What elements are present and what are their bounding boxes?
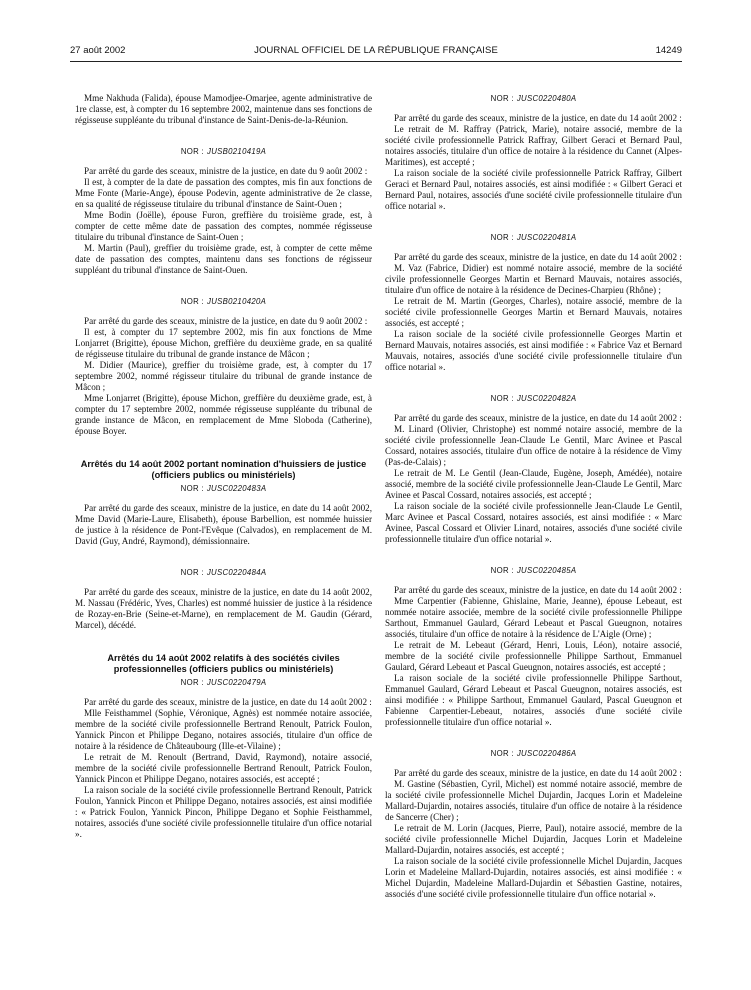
page-number: 14249: [655, 45, 682, 56]
paragraph: M. Martin (Paul), greffier du troisième grade, est, à compter de cette même date de passation des comptes, maintenu dans ses fonctions de régisseur suppléant du tribunal d'instance de Saint-Ouen.: [75, 243, 372, 275]
paragraph: Mme Bodin (Joëlle), épouse Furon, greffière du troisième grade, est, à compter de cette même date de passation des comptes, nommée régisseuse titulaire du tribunal d'instance de Saint-Ouen ;: [75, 210, 372, 242]
section-heading: Arrêtés du 14 août 2002 relatifs à des sociétés civiles professionnelles (officiers publics ou ministériels): [107, 653, 340, 674]
paragraph: Par arrêté du garde des sceaux, ministre de la justice, en date du 14 août 2002 :: [394, 413, 682, 423]
decree-section: [75, 567, 372, 631]
paragraph: Il est, à compter de la date de passation des comptes, mis fin aux fonctions de Mme Fonte (Marie-Ange), épouse Podevin, agente administrative de 2e classe, en sa qualité de régisseuse titulaire du tribunal d'instance de Saint-Ouen ;: [75, 177, 372, 209]
nor-reference: [75, 296, 372, 307]
nor-reference: [385, 232, 682, 243]
nor-code: JUSC0220482A: [516, 394, 577, 403]
journal-title: JOURNAL OFFICIEL DE LA RÉPUBLIQUE FRANÇAISE: [254, 45, 498, 56]
section-heading: Arrêtés du 14 août 2002 portant nomination d'huissiers de justice (officiers publics ou ministériels): [80, 459, 367, 480]
paragraph: Par arrêté du garde des sceaux, ministre de la justice, en date du 14 août 2002, M. Nassau (Frédéric, Yves, Charles) est nommé huissier de justice à la résidence de Rozay-en-Brie (Seine-et-Marne), en remplacement de M. Gaudin (Gérard, Marcel), décédé.: [75, 587, 372, 630]
right-column: [385, 93, 682, 900]
paragraph: Mme Nakhuda (Falida), épouse Mamodjee-Omarjee, agente administrative de 1re classe, est, à compter du 16 septembre 2002, maintenue dans ses fonctions de régisseuse suppléante du tribunal d'instance de Saint-Denis-de-la-Réunion.: [75, 93, 372, 125]
header-rule: [70, 61, 682, 62]
paragraph: Par arrêté du garde des sceaux, ministre de la justice, en date du 14 août 2002 :: [394, 585, 682, 595]
nor-label: NOR :: [490, 94, 514, 103]
paragraph: M. Gastine (Sébastien, Cyril, Michel) est nommé notaire associé, membre de la société civile professionnelle Michel Dujardin, Jacques Lorin et Madeleine Mallard-Dujardin, notaires associés, titulaire d'un office de notaire à la résidence de Sancerre (Cher) ;: [385, 779, 682, 822]
nor-code: JUSC0220484A: [206, 568, 267, 577]
paragraph: M. Didier (Maurice), greffier du troisième grade, est, à compter du 17 septembre 2002, nommé régisseur titulaire du tribunal de grande instance de Mâcon ;: [75, 360, 372, 392]
nor-code: JUSC0220480A: [516, 94, 577, 103]
paragraph: Le retrait de M. Lorin (Jacques, Pierre, Paul), notaire associé, membre de la société civile professionnelle Michel Dujardin, Jacques Lorin et Madeleine Mallard-Dujardin, notaires associés, est accepté ;: [385, 823, 682, 855]
page-header: [70, 45, 682, 59]
nor-label: NOR :: [180, 568, 204, 577]
nor-reference: [385, 93, 682, 104]
nor-label: NOR :: [490, 749, 514, 758]
paragraph: M. Linard (Olivier, Christophe) est nommé notaire associé, membre de la société civile professionnelle Jean-Claude Le Gentil, Marc Avinee et Pascal Cossard, notaires associés, titulaire d'un office de notaire à la résidence de Vimy (Pas-de-Calais) ;: [385, 424, 682, 467]
decree-section: [385, 565, 682, 728]
nor-label: NOR :: [490, 394, 514, 403]
paragraph: Le retrait de M. Le Gentil (Jean-Claude, Eugène, Joseph, Amédée), notaire associé, membre de la société civile professionnelle Jean-Claude Le Gentil, Marc Avinee et Pascal Cossard, notaires associés, est accepté ;: [385, 468, 682, 500]
nor-label: NOR :: [180, 297, 205, 306]
nor-code: JUSC0220486A: [516, 749, 577, 758]
paragraph: Par arrêté du garde des sceaux, ministre de la justice, en date du 14 août 2002 :: [394, 252, 682, 262]
nor-code: JUSB0210419A: [207, 147, 267, 156]
nor-code: JUSB0210420A: [207, 297, 267, 306]
paragraph: La raison sociale de la société civile professionnelle Georges Martin et Bernard Mauvais, notaires associés, est ainsi modifiée : « Fabrice Vaz et Bernard Mauvais, notaires, associés d'une société civile professionnelle titulaire d'un office notarial ».: [385, 329, 682, 372]
paragraph: Mme Carpentier (Fabienne, Ghislaine, Marie, Jeanne), épouse Lebeaut, est nommée notaire associée, membre de la société civile professionnelle Philippe Sarthout, Emmanuel Gaulard, Gérard Lebeaut et Pascal Gueugnon, notaires associés, titulaire d'un office de notaire à la résidence de L'Aigle (Orne) ;: [385, 596, 682, 639]
paragraph: Le retrait de M. Raffray (Patrick, Marie), notaire associé, membre de la société civile professionnelle Patrick Raffray, Gilbert Geraci et Bernard Paul, notaires associés, titulaire d'un office de notaire à la résidence du Cannet (Alpes-Maritimes), est accepté ;: [385, 124, 682, 167]
paragraph: La raison sociale de la société civile professionnelle Michel Dujardin, Jacques Lorin et Madeleine Mallard-Dujardin, notaires associés, est ainsi modifiée : « Michel Dujardin, Madeleine Mallard-Dujardin et Sébastien Gastine, notaires, associés d'une société civile professionnelle titulaire d'un office notarial ».: [385, 856, 682, 899]
nor-reference: [385, 393, 682, 404]
paragraph: La raison sociale de la société civile professionnelle Patrick Raffray, Gilbert Geraci et Bernard Paul, notaires associés, est ainsi modifiée : « Gilbert Geraci et Bernard Paul, notaires, associés d'une société civile professionnelle titulaire d'un office notarial ».: [385, 168, 682, 211]
nor-reference: [75, 677, 372, 688]
paragraph: La raison sociale de la société civile professionnelle Jean-Claude Le Gentil, Marc Avinee et Pascal Cossard, notaires associés, est ainsi modifiée : « Marc Avinee, Pascal Cossard et Olivier Linard, notaires, associés d'une société civile professionnelle titulaire d'un office notarial ».: [385, 501, 682, 544]
nor-label: NOR :: [180, 147, 205, 156]
decree-section: [75, 146, 372, 276]
paragraph: Mme Lonjarret (Brigitte), épouse Michon, greffière du deuxième grade, est, à compter du 17 septembre 2002, nommée régisseuse suppléante du tribunal de grande instance de Mâcon, en remplacement de Mme Sloboda (Catherine), épouse Boyer.: [75, 393, 372, 436]
decree-section: [385, 748, 682, 900]
paragraph: Par arrêté du garde des sceaux, ministre de la justice, en date du 14 août 2002, Mme David (Marie-Laure, Elisabeth), épouse Barbellion, est nommée huissier de justice à la résidence de Pont-l'Evêque (Calvados), en remplacement de M. David (Guy, André, Raymond), démissionnaire.: [75, 503, 372, 546]
decree-section: [385, 393, 682, 545]
nor-code: JUSC0220485A: [516, 566, 577, 575]
paragraph: Le retrait de M. Martin (Georges, Charles), notaire associé, membre de la société civile professionnelle Georges Martin et Bernard Mauvais, notaires associés, est accepté ;: [385, 296, 682, 328]
paragraph: Par arrêté du garde des sceaux, ministre de la justice, en date du 14 août 2002 :: [394, 113, 682, 123]
nor-label: NOR :: [490, 566, 514, 575]
decree-section: [75, 653, 372, 840]
nor-code: JUSC0220483A: [206, 484, 267, 493]
header-date: 27 août 2002: [70, 45, 126, 56]
paragraph: Par arrêté du garde des sceaux, ministre de la justice, en date du 9 août 2002 :: [84, 166, 368, 176]
nor-code: JUSC0220481A: [516, 233, 577, 242]
paragraph: La raison sociale de la société civile professionnelle Bertrand Renoult, Patrick Foulon, Yannick Pincon et Philippe Degano, notaires associés, est ainsi modifiée : « Patrick Foulon, Yannick Pincon, Philippe Degano et Sophie Feisthammel, notaires, associés d'une société civile professionnelle titulaire d'un office notarial ».: [75, 785, 372, 839]
decree-section: [385, 93, 682, 212]
decree-section: [75, 296, 372, 437]
decree-section: [75, 459, 372, 547]
nor-reference: [75, 146, 372, 157]
paragraph: Par arrêté du garde des sceaux, ministre de la justice, en date du 14 août 2002 :: [84, 697, 372, 707]
paragraph: Le retrait de M. Renoult (Bertrand, David, Raymond), notaire associé, membre de la société civile professionnelle Bertrand Renoult, Patrick Foulon, Yannick Pincon et Philippe Degano, notaires associés, est accepté ;: [75, 752, 372, 784]
nor-reference: [75, 483, 372, 494]
nor-reference: [385, 748, 682, 759]
paragraph: Par arrêté du garde des sceaux, ministre de la justice, en date du 14 août 2002 :: [394, 768, 682, 778]
paragraph: Par arrêté du garde des sceaux, ministre de la justice, en date du 9 août 2002 :: [84, 316, 368, 326]
left-column: [75, 93, 372, 840]
paragraph: M. Vaz (Fabrice, Didier) est nommé notaire associé, membre de la société civile professionnelle Georges Martin et Bernard Mauvais, notaires associés, titulaire d'un office de notaire à la résidence de Decines-Charpieu (Rhône) ;: [385, 263, 682, 295]
nor-code: JUSC0220479A: [206, 678, 267, 687]
nor-label: NOR :: [490, 233, 514, 242]
nor-label: NOR :: [180, 678, 204, 687]
paragraph: La raison sociale de la société civile professionnelle Philippe Sarthout, Emmanuel Gaulard, Gérard Lebeaut et Pascal Gueugnon, notaires associés, est ainsi modifiée : « Philippe Sarthout, Emmanuel Gaulard, Pascal Gueugnon et Fabienne Carpentier-Lebeaut, notaires, associés d'une société civile professionnelle titulaire d'un office notarial ».: [385, 673, 682, 727]
paragraph: Il est, à compter du 17 septembre 2002, mis fin aux fonctions de Mme Lonjarret (Brigitte), épouse Michon, greffière du deuxième grade, en sa qualité de régisseuse titulaire du tribunal de grande instance de Mâcon ;: [75, 327, 372, 359]
paragraph: Le retrait de M. Lebeaut (Gérard, Henri, Louis, Léon), notaire associé, membre de la société civile professionnelle Philippe Sarthout, Emmanuel Gaulard, Gérard Lebeaut et Pascal Gueugnon, notaires associés, est accepté ;: [385, 640, 682, 672]
decree-section: [385, 232, 682, 373]
paragraph: Mlle Feisthammel (Sophie, Véronique, Agnès) est nommée notaire associée, membre de la société civile professionnelle Bertrand Renoult, Patrick Foulon, Yannick Pincon et Philippe Degano, notaires associés, titulaire d'un office de notaire à la résidence de Châteaubourg (Ille-et-Vilaine) ;: [75, 708, 372, 751]
nor-reference: [75, 567, 372, 578]
nor-label: NOR :: [180, 484, 204, 493]
nor-reference: [385, 565, 682, 576]
